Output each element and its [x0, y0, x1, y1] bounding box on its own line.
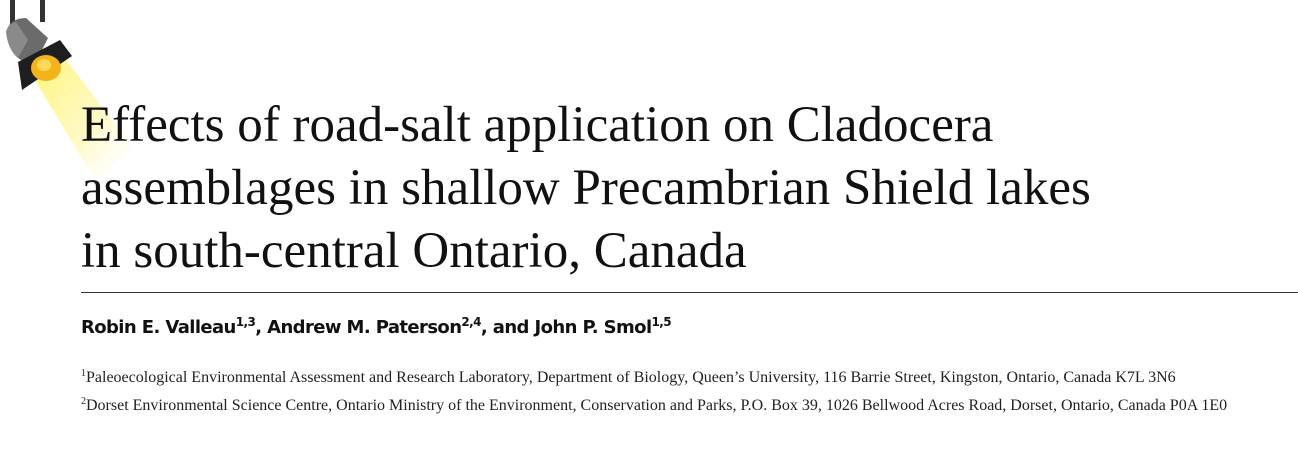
author-name: Andrew M. Paterson — [267, 317, 462, 338]
title-line: Effects of road-salt application on Cladocera — [81, 97, 994, 153]
affiliation-list — [81, 367, 1261, 423]
author-affiliation-marker: 1,3 — [235, 315, 256, 329]
affiliation — [81, 395, 1261, 417]
affiliation-text: Paleoecological Environmental Assessment and Research Laboratory, Department of Biology, Queen’s University, 116 Barrie Street, Kingston, Ontario, Canada K7L 3N6 — [86, 369, 1176, 386]
author-affiliation-marker: 2,4 — [461, 315, 481, 329]
author-separator: , — [255, 317, 268, 338]
author-separator: , and — [480, 317, 535, 338]
affiliation — [81, 367, 1261, 389]
affiliation-number: 2 — [81, 396, 86, 407]
affiliation-number: 1 — [81, 368, 86, 379]
title-divider — [81, 292, 1298, 293]
author-name: Robin E. Valleau — [81, 317, 236, 338]
author-name: John P. Smol — [534, 317, 652, 338]
paper-title — [81, 94, 1091, 283]
author-list — [81, 317, 671, 338]
title-line: in south-central Ontario, Canada — [81, 223, 747, 279]
affiliation-text: Dorset Environmental Science Centre, Ontario Ministry of the Environment, Conservation and Parks, P.O. Box 39, 1026 Bellwood Acres Road, Dorset, Ontario, Canada P0A 1E0 — [86, 397, 1228, 414]
title-line: assemblages in shallow Precambrian Shield lakes — [81, 160, 1091, 216]
author-affiliation-marker: 1,5 — [651, 315, 671, 329]
